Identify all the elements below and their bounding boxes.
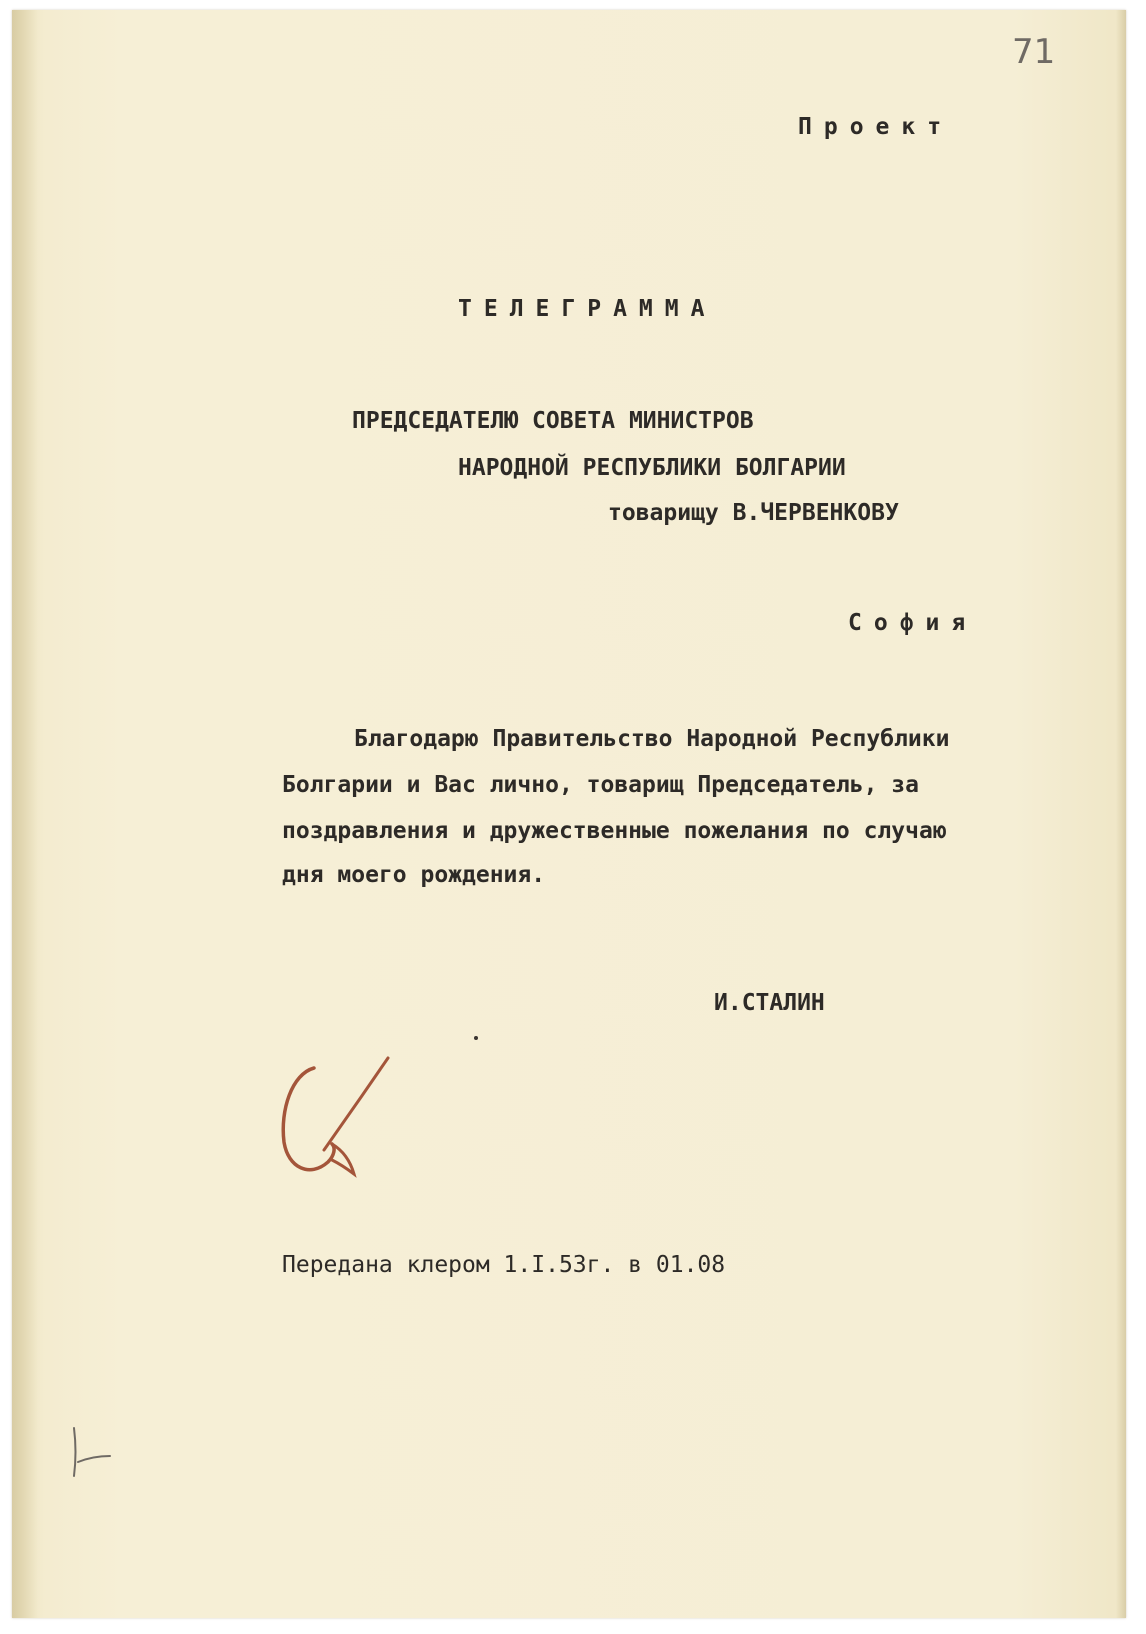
page-number: 71 [1012,32,1056,72]
body-line-2: Болгарии и Вас лично, товарищ Председатель, за [282,772,919,798]
addressee-line-3: товарищу В.ЧЕРВЕНКОВУ [608,500,899,526]
body-line-1: Благодарю Правительство Народной Республики [354,726,950,752]
paper-right-edge-shadow [1116,10,1126,1618]
paper-left-edge-shadow [12,10,38,1618]
paper-sheet [12,10,1126,1618]
typed-signature: И.СТАЛИН [714,990,825,1016]
draft-label: Проект [798,114,954,140]
transmission-note: Передана клером 1.I.53г. в 01.08 [282,1252,726,1278]
city-label: София [848,610,978,636]
pencil-check-mark [64,1424,124,1484]
addressee-line-2: НАРОДНОЙ РЕСПУБЛИКИ БОЛГАРИИ [458,455,846,481]
body-line-3: поздравления и дружественные пожелания по случаю [282,818,947,844]
handwritten-signature [262,1050,402,1190]
ink-dot [472,1034,480,1042]
addressee-line-1: ПРЕДСЕДАТЕЛЮ СОВЕТА МИНИСТРОВ [352,408,754,434]
document-title: ТЕЛЕГРАММА [458,296,717,322]
body-line-4: дня моего рождения. [282,862,546,888]
